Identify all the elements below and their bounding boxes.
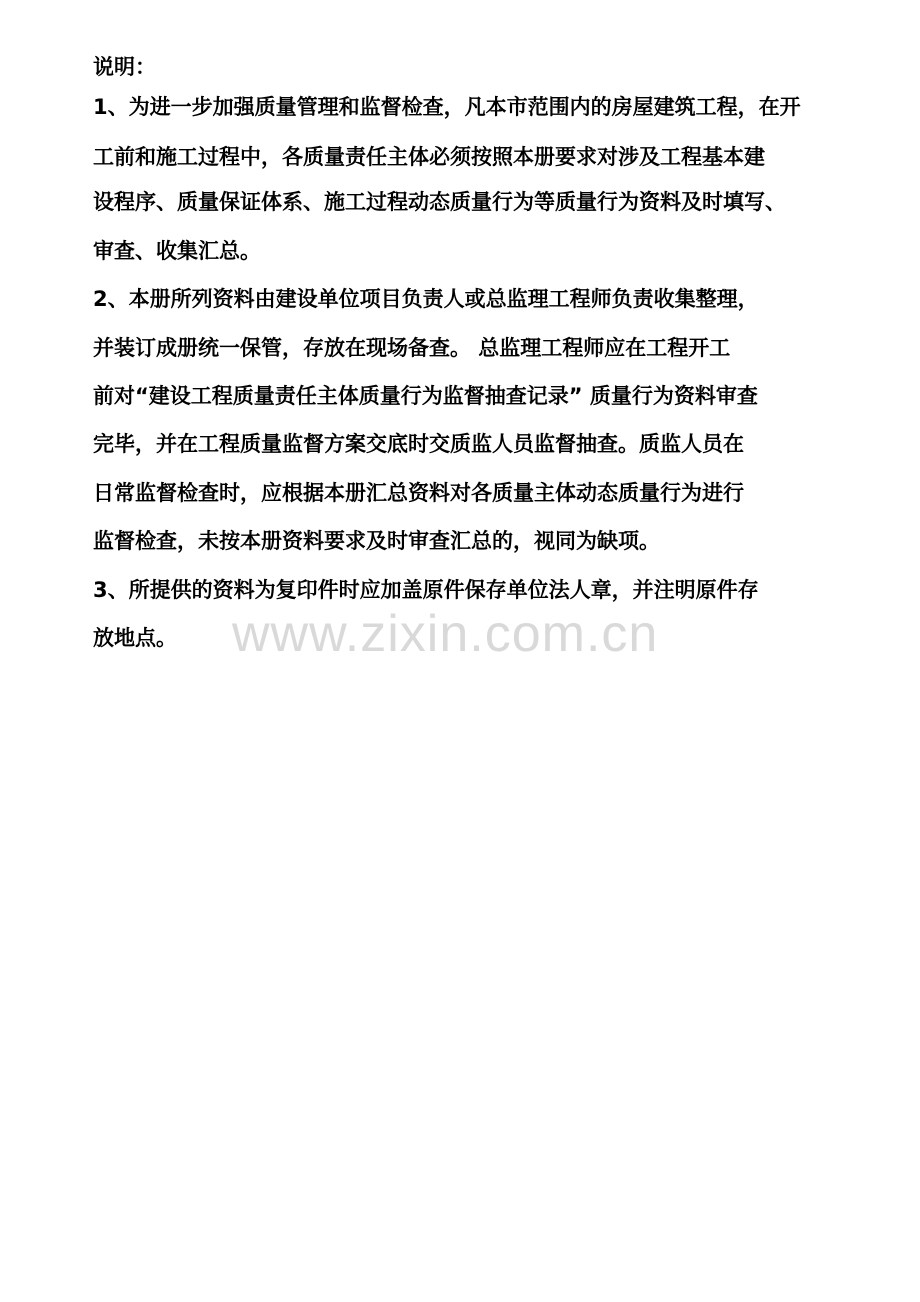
paragraph-2-line-1: 2、本册所列资料由建设单位项目负责人或总监理工程师负责收集整理，: [93, 287, 759, 311]
paragraph-2-line-6: 监督检查，未按本册资料要求及时审查汇总的，视同为缺项。: [93, 529, 660, 553]
paragraph-3-line-1: 3、所提供的资料为复印件时应加盖原件保存单位法人章，并注明原件存: [93, 578, 759, 602]
paragraph-2-line-2: 并装订成册统一保管，存放在现场备查。 总监理工程师应在工程开工: [93, 336, 731, 360]
paragraph-2-line-4: 完毕，并在工程质量监督方案交底时交质监人员监督抽查。质监人员在: [93, 432, 744, 456]
paragraph-1-line-4: 审查、收集汇总。: [93, 239, 261, 263]
paragraph-2-line-3: 前对“建设工程质量责任主体质量行为监督抽查记录” 质量行为资料审查: [93, 384, 758, 408]
paragraph-1-line-3: 设程序、质量保证体系、施工过程动态质量行为等质量行为资料及时填写、: [93, 190, 786, 214]
document-heading: 说明：: [93, 55, 156, 79]
paragraph-1-line-2: 工前和施工过程中，各质量责任主体必须按照本册要求对涉及工程基本建: [93, 145, 765, 169]
paragraph-2-line-5: 日常监督检查时，应根据本册汇总资料对各质量主体动态质量行为进行: [93, 481, 744, 505]
watermark: www.zixin.com.cn: [232, 605, 659, 663]
paragraph-1-line-1: 1、为进一步加强质量管理和监督检查，凡本市范围内的房屋建筑工程，在开: [93, 95, 801, 119]
paragraph-3-line-2: 放地点。: [93, 626, 177, 650]
